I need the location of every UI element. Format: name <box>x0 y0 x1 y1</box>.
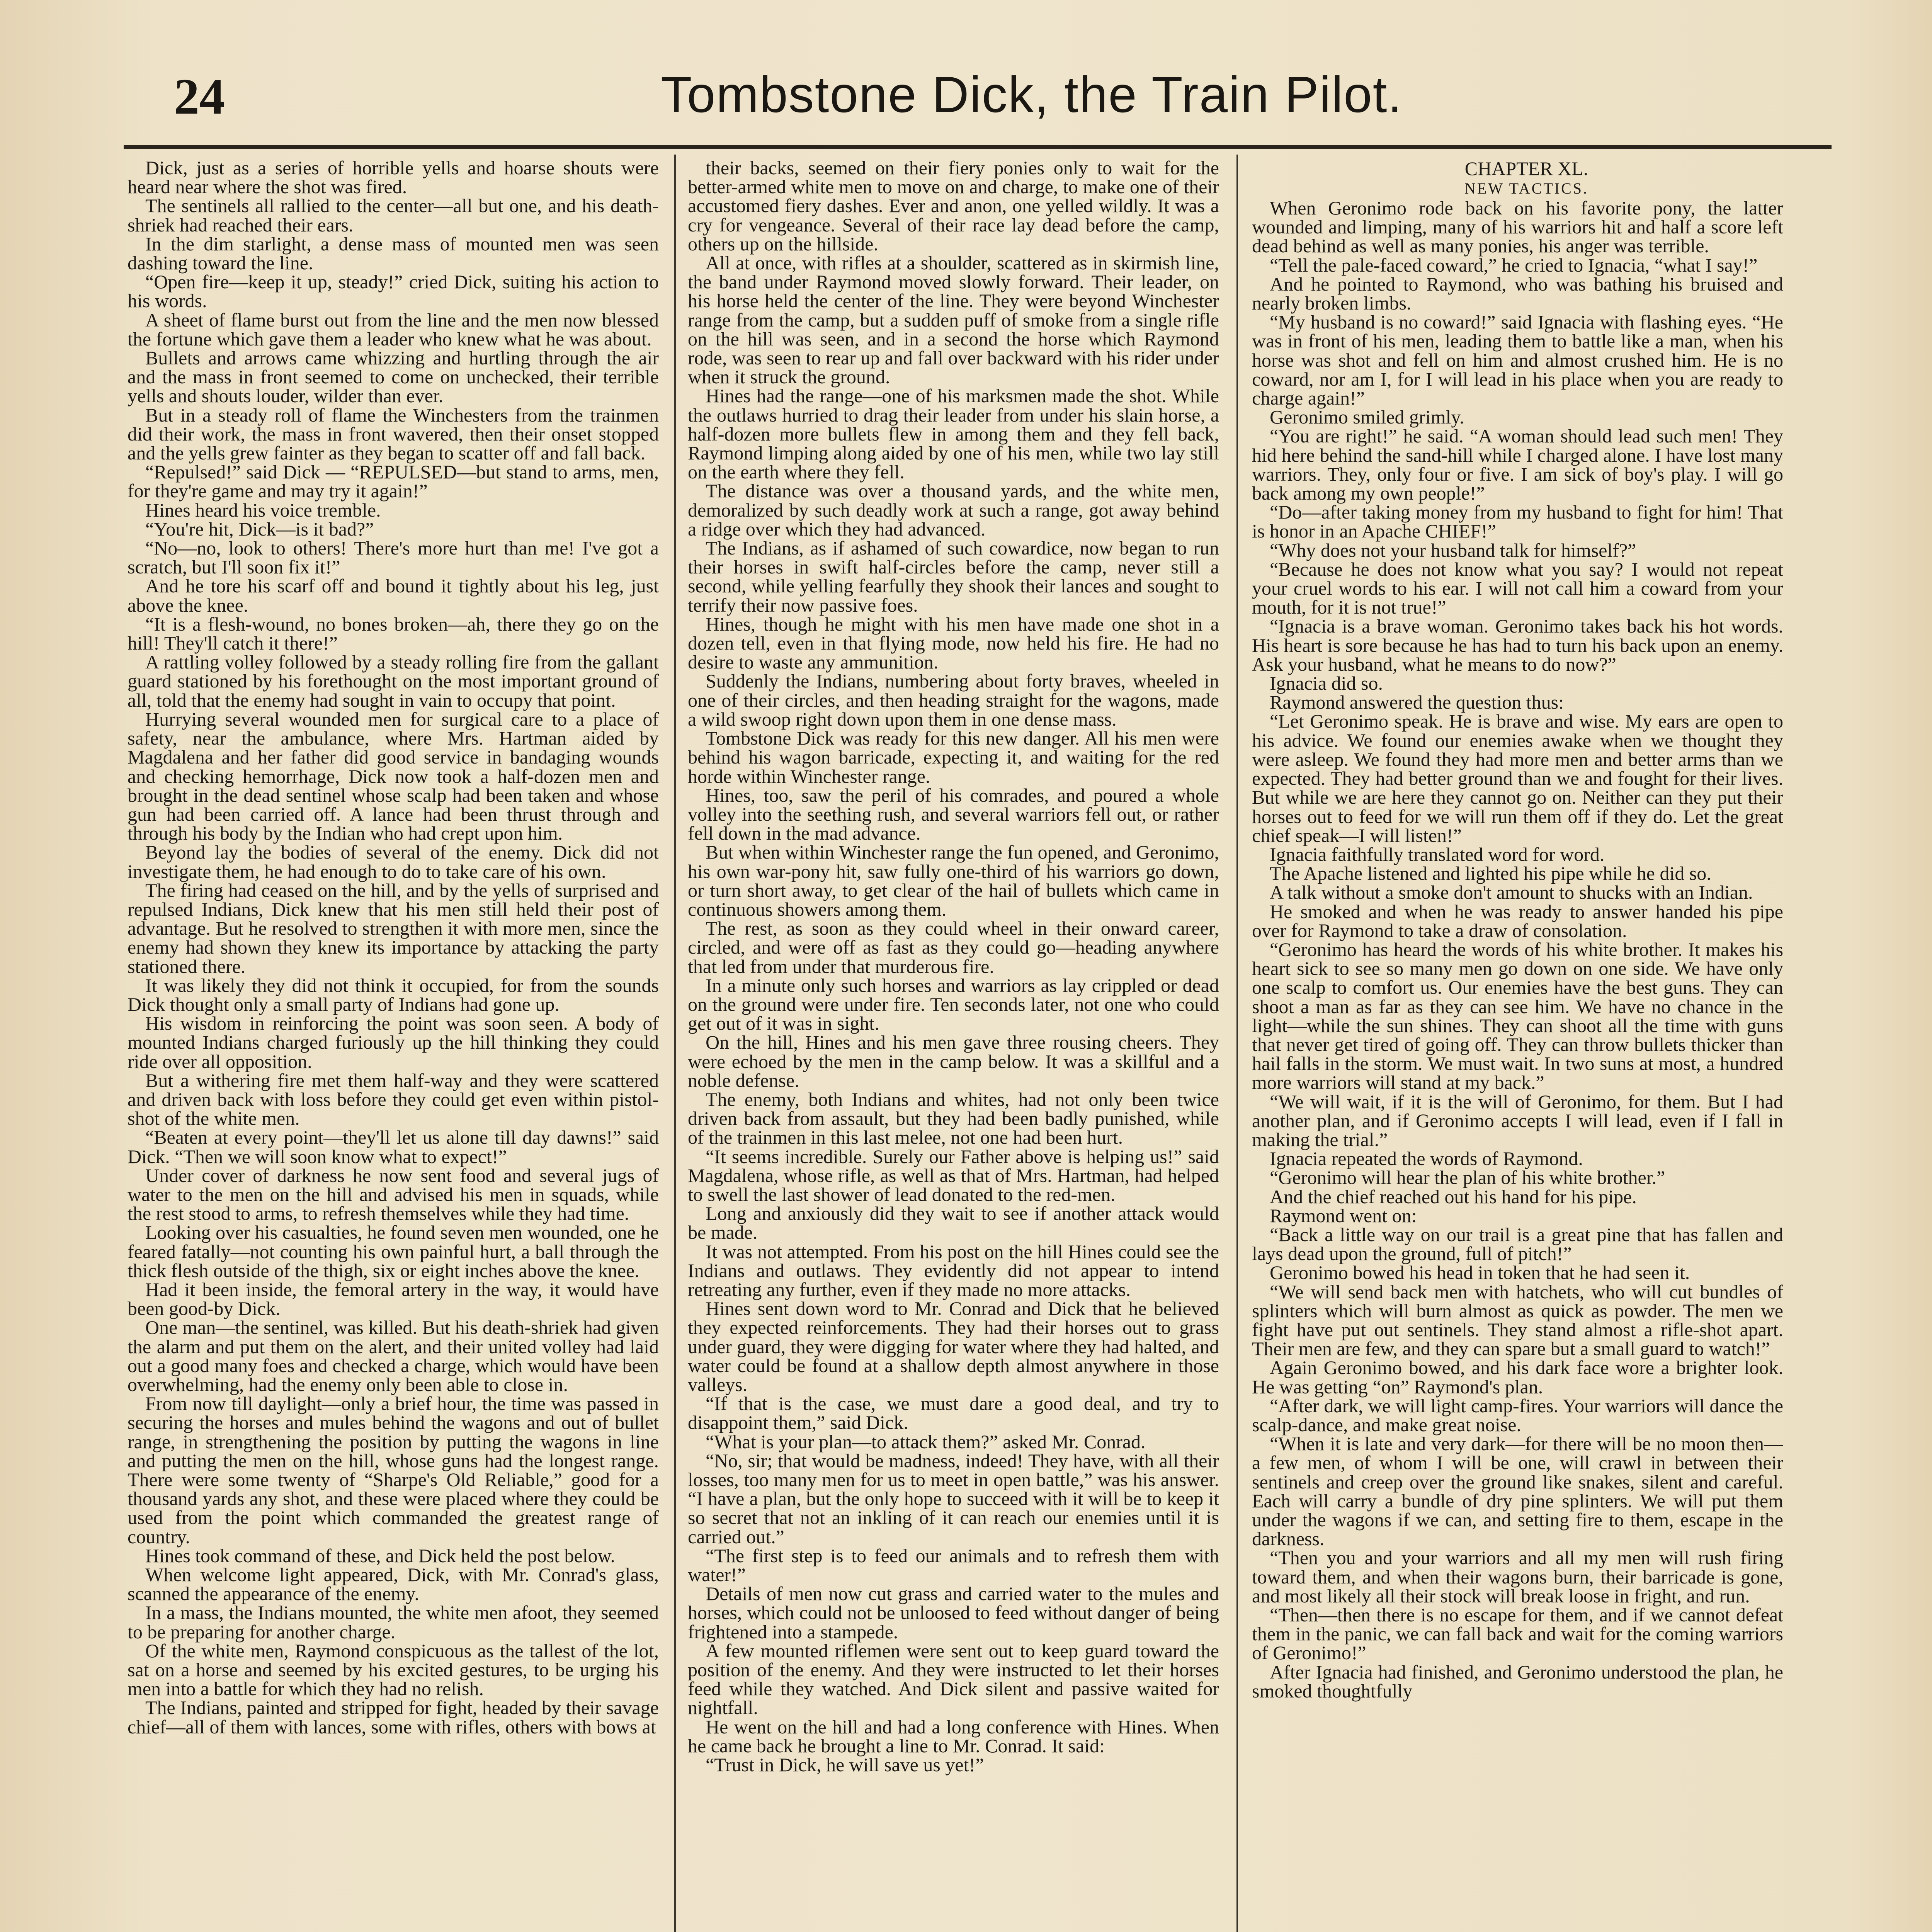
paragraph: In a minute only such horses and warriors as lay crippled or dead on the ground were under fire. Ten seconds later, not one who could get out of it was in sight. <box>688 974 1219 1034</box>
paragraph: A few mounted riflemen were sent out to keep guard toward the position of the enemy. And they were instructed to let their horses feed while they watched. And Dick silent and passive waited for nightfall. <box>688 1639 1219 1719</box>
paragraph: A talk without a smoke don't amount to shucks with an Indian. <box>1270 881 1753 903</box>
paragraph: Long and anxiously did they wait to see if another attack would be made. <box>688 1202 1219 1243</box>
paragraph: their backs, seemed on their fiery ponies only to wait for the better-armed white men to move on and charge, to make one of their accustomed fiery dashes. Ever and anon, one yelled wildly. It was a cry for vengeance. Several of their race lay dead before the camp, others up on the hillside. <box>688 158 1219 255</box>
paragraph: All at once, with rifles at a shoulder, scattered as in skirmish line, the band under Raymond moved slowly forward. Their leader, on his horse held the center of the line. They were beyond Winchester range from the camp, but a sudden puff of smoke from a single rifle on the hill was seen, and in a second the horse which Raymond rode, was seen to rear up and fall over backward with his rider under when it struck the ground. <box>688 252 1219 388</box>
paragraph: “No—no, look to others! There's more hurt than me! I've got a scratch, but I'll soon fix it!” <box>128 537 659 578</box>
paragraph: And he pointed to Raymond, who was bathing his bruised and nearly broken limbs. <box>1252 273 1783 314</box>
paragraph: “Because he does not know what you say? I would not repeat your cruel words to his ear. I will not call him a coward from your mouth, for it is not true!” <box>1252 558 1783 618</box>
column-divider <box>1236 155 1238 1932</box>
paragraph: But when within Winchester range the fun opened, and Geronimo, his own war-pony hit, saw fully one-third of his warriors go down, or turn short away, to get clear of the hail of bullets which came in continuous showers among them. <box>688 841 1219 920</box>
paragraph: “It seems incredible. Surely our Father above is helping us!” said Magdalena, whose rifle, as well as that of Mrs. Hartman, had helped to swell the last shower of lead donated to the red-men. <box>688 1145 1219 1205</box>
paragraph: “Why does not your husband talk for himself?” <box>1270 539 1636 561</box>
paragraph: “Trust in Dick, he will save us yet!” <box>706 1754 984 1776</box>
paragraph: Raymond went on: <box>1270 1204 1417 1226</box>
paragraph: “No, sir; that would be madness, indeed! They have, with all their losses, too many men for us to meet in open battle,” was his answer. “I have a plan, but the only hope to succeed with it will be to keep it so secret that not an inkling of it can reach our enemies until it is carried out.” <box>688 1449 1219 1548</box>
paragraph: Hines took command of these, and Dick held the post below. <box>145 1544 615 1566</box>
paragraph: In a mass, the Indians mounted, the white men afoot, they seemed to be preparing for another charge. <box>128 1602 659 1643</box>
paragraph: Of the white men, Raymond conspicuous as the tallest of the lot, sat on a horse and seemed by his excited gestures, to be urging his men into a battle for which they had no relish. <box>128 1639 659 1700</box>
paragraph: One man—the sentinel, was killed. But his death-shriek had given the alarm and put them on the alert, and their united volley had laid out a good many foes and checked a charge, which would have been overwhelming, had the enemy only been able to close in. <box>128 1316 659 1395</box>
paragraph: Hines, too, saw the peril of his comrades, and poured a whole volley into the seething rush, and several warriors fell out, or rather fell down in the mad advance. <box>688 784 1219 844</box>
paragraph: His wisdom in reinforcing the point was soon seen. A body of mounted Indians charged furiously up the hill thinking they could ride over all opposition. <box>128 1012 659 1072</box>
paragraph: When welcome light appeared, Dick, with Mr. Conrad's glass, scanned the appearance of the enemy. <box>128 1564 659 1605</box>
paragraph: And the chief reached out his hand for his pipe. <box>1270 1185 1637 1208</box>
paragraph: “Open fire—keep it up, steady!” cried Dick, suiting his action to his words. <box>128 271 659 312</box>
paragraph: The Indians, painted and stripped for fight, headed by their savage chief—all of them with lances, some with rifles, others with bows at <box>128 1697 659 1738</box>
paragraph: “The first step is to feed our animals and to refresh them with water!” <box>688 1544 1219 1586</box>
header-rule <box>124 145 1832 149</box>
paragraph: “Back a little way on our trail is a great pine that has fallen and lays dead upon the ground, full of pitch!” <box>1252 1223 1783 1265</box>
paragraph: “What is your plan—to attack them?” asked Mr. Conrad. <box>706 1430 1146 1452</box>
paragraph: “Then you and your warriors and all my men will rush firing toward them, and when their wagons burn, their barricade is gone, and most likely all their stock will break loose in fright, and run. <box>1252 1547 1783 1607</box>
paragraph: He smoked and when he was ready to answer handed his pipe over for Raymond to take a draw of consolation. <box>1252 900 1783 941</box>
paragraph: The distance was over a thousand yards, and the white men, demoralized by such deadly work at such a range, got away behind a ridge over which they had advanced. <box>688 480 1219 540</box>
paragraph: “You're hit, Dick—is it bad?” <box>145 518 374 540</box>
page-header <box>124 58 1832 139</box>
paragraph: Raymond answered the question thus: <box>1270 691 1564 713</box>
paragraph: Hines had the range—one of his marksmen made the shot. While the outlaws hurried to drag their leader from under his slain horse, a half-dozen more bullets flew in among them and they fell back, Raymond limping along aided by one of his men, while two lay still on the earth where they fell. <box>688 385 1219 483</box>
paragraph: Ignacia faithfully translated word for word. <box>1270 843 1605 865</box>
text-column-right <box>1252 158 1783 1932</box>
paragraph: Geronimo smiled grimly. <box>1270 406 1464 428</box>
chapter-subtitle: NEW TACTICS. <box>1464 180 1589 197</box>
paragraph: Hines sent down word to Mr. Conrad and Dick that he believed they expected reinforcements. They had their horses out to grass under guard, they were digging for water where they had halted, and water could be found at a shallow depth almost anywhere in those valleys. <box>688 1298 1219 1395</box>
text-column-left <box>128 158 659 1932</box>
page-number: 24 <box>174 68 225 125</box>
paragraph: The Indians, as if ashamed of such cowardice, now began to run their horses in swift half-circles before the camp, never still a second, while yelling fearfully they shook their lances and sought to terrify their now passive foes. <box>688 537 1219 616</box>
paragraph: Had it been inside, the femoral artery in the way, it would have been good-by Dick. <box>128 1278 659 1320</box>
paragraph: In the dim starlight, a dense mass of mounted men was seen dashing toward the line. <box>128 233 659 274</box>
paragraph: The sentinels all rallied to the center—all but one, and his death-shriek had reached their ears. <box>128 195 659 236</box>
paragraph: “Do—after taking money from my husband to fight for him! That is honor in an Apache CHIEF!” <box>1252 501 1783 542</box>
paragraph: Under cover of darkness he now sent food and several jugs of water to the men on the hill and advised his men in squads, while the rest stood to arms, to refresh themselves while they had time. <box>128 1164 659 1225</box>
paragraph: “Ignacia is a brave woman. Geronimo takes back his hot words. His heart is sore because he has had to turn his back upon an enemy. Ask your husband, what he means to do now?” <box>1252 615 1783 675</box>
paragraph: “Geronimo will hear the plan of his white brother.” <box>1270 1167 1665 1189</box>
text-column-middle <box>688 158 1219 1932</box>
paragraph: Dick, just as a series of horrible yells and hoarse shouts were heard near where the shot was fired. <box>128 158 659 198</box>
paragraph: He went on the hill and had a long conference with Hines. When he came back he brought a line to Mr. Conrad. It said: <box>688 1716 1219 1757</box>
paragraph: “Beaten at every point—they'll let us alone till day dawns!” said Dick. “Then we will soon know what to expect!” <box>128 1126 659 1167</box>
paragraph: The rest, as soon as they could wheel in their onward career, circled, and were off as fast as they could go—heading anywhere that led from under that murderous fire. <box>688 917 1219 977</box>
paragraph: On the hill, Hines and his men gave three rousing cheers. They were echoed by the men in the camp below. It was a skillful and a noble defense. <box>688 1031 1219 1091</box>
paragraph: “Geronimo has heard the words of his white brother. It makes his heart sick to see so many men go down on one side. We have only one scalp to comfort us. Our enemies have the best guns. They can shoot a man as far as they can see him. We have no chance in the light—while the sun shines. They can shoot all the time with guns that never get tired of going off. They can throw bullets thicker than hail falls in the storm. We must wait. In two suns at most, a hundred more warriors will stand at my back.” <box>1252 938 1783 1094</box>
paragraph: It was likely they did not think it occupied, for from the sounds Dick thought only a small party of Indians had gone up. <box>128 974 659 1015</box>
paragraph: Suddenly the Indians, numbering about forty braves, wheeled in one of their circles, and then heading straight for the wagons, made a wild swoop right down upon them in one dense mass. <box>688 670 1219 730</box>
paragraph: And he tore his scarf off and bound it tightly about his leg, just above the knee. <box>128 575 659 616</box>
paragraph: From now till daylight—only a brief hour, the time was passed in securing the horses and mules behind the wagons and out of bullet range, in strengthening the position by putting the wagons in line and putting the men on the hill, whose guns had the longest range. There were some twenty of “Sharpe's Old Reliable,” good for a thousand yards any shot, and these were placed where they could be used from the point which commanded the greatest range of country. <box>128 1393 659 1548</box>
paragraph: It was not attempted. From his post on the hill Hines could see the Indians and outlaws. They evidently did not appear to intend retreating any further, even if they made no more attacks. <box>688 1240 1219 1300</box>
paragraph: “Then—then there is no escape for them, and if we cannot defeat them in the panic, we can fall back and wait for the coming warriors of Geronimo!” <box>1252 1604 1783 1664</box>
paragraph: Hines, though he might with his men have made one shot in a dozen tell, even in that flying mode, now held his fire. He had no desire to waste any ammunition. <box>688 613 1219 673</box>
paragraph: “Repulsed!” said Dick — “REPULSED—but stand to arms, men, for they're game and may try it again!” <box>128 461 659 502</box>
paragraph: Ignacia did so. <box>1270 672 1383 694</box>
chapter-title: CHAPTER XL. <box>1464 158 1588 179</box>
paragraph: Beyond lay the bodies of several of the enemy. Dick did not investigate them, he had enough to do to take care of his own. <box>128 841 659 882</box>
paragraph: The enemy, both Indians and whites, had not only been twice driven back from assault, but they had been badly punished, while of the trainmen in this last melee, not one had been hurt. <box>688 1088 1219 1148</box>
paragraph: “It is a flesh-wound, no bones broken—ah, there they go on the hill! They'll catch it there!” <box>128 613 659 654</box>
paragraph: “My husband is no coward!” said Ignacia with flashing eyes. “He was in front of his men, leading them to battle like a man, when his horse was shot and fell on him and almost crushed him. He is no coward, nor am I, for I will lead in his place when you are ready to charge again!” <box>1252 311 1783 409</box>
paragraph: “We will send back men with hatchets, who will cut bundles of splinters which will burn almost as quick as powder. The men we fight have put out sentinels. They stand almost a rifle-shot apart. Their men are few, and they can spare but a small guard to watch!” <box>1252 1281 1783 1360</box>
paragraph: “When it is late and very dark—for there will be no moon then—a few men, of whom I will be one, will crawl in between their sentinels and creep over the ground like snakes, silent and careful. Each will carry a bundle of dry pine splinters. We will put them under the wagons if we can, and setting fire to them, escape in the darkness. <box>1252 1433 1783 1550</box>
paragraph: Bullets and arrows came whizzing and hurtling through the air and the mass in front seemed to come on unchecked, their terrible yells and shouts louder, wilder than ever. <box>128 347 659 407</box>
page-title: Tombstone Dick, the Train Pilot. <box>660 66 1403 123</box>
paragraph: Tombstone Dick was ready for this new danger. All his men were behind his wagon barricade, expecting it, and waiting for the red horde within Winchester range. <box>688 727 1219 787</box>
paragraph: A sheet of flame burst out from the line and the men now blessed the fortune which gave them a leader who knew what he was about. <box>128 309 659 350</box>
paragraph: “Tell the pale-faced coward,” he cried to Ignacia, “what I say!” <box>1270 254 1758 276</box>
paragraph: Hurrying several wounded men for surgical care to a place of safety, near the ambulance, where Mrs. Hartman aided by Magdalena and her father did good service in bandaging wounds and checking hemorrhage, Dick now took a half-dozen men and brought in the dead sentinel whose scalp had been taken and whose gun had been carried off. A lance had been thrust through and through his body by the Indian who had crept upon him. <box>128 708 659 844</box>
paragraph: “Let Geronimo speak. He is brave and wise. My ears are open to his advice. We found our enemies awake when we thought they were asleep. We found they had more men and better arms than we expected. They had better ground than we and fought for their lives. But while we are here they cannot go on. Neither can they put their horses out to feed for we will run them off if they do. Let the great chief speak—I will listen!” <box>1252 710 1783 846</box>
paragraph: A rattling volley followed by a steady rolling fire from the gallant guard stationed by his forethought on the most important ground of all, told that the enemy had sought in vain to occupy that point. <box>128 651 659 711</box>
paragraph: Again Geronimo bowed, and his dark face wore a brighter look. He was getting “on” Raymond's plan. <box>1252 1357 1783 1398</box>
paragraph: The firing had ceased on the hill, and by the yells of surprised and repulsed Indians, Dick knew that his men still held their post of advantage. But he resolved to strengthen it with more men, since the enemy had shown they knew its importance by attacking the party stationed there. <box>128 879 659 977</box>
paragraph: “You are right!” he said. “A woman should lead such men! They hid here behind the sand-hill while I charged alone. I have lost many warriors. They, only four or five. I am sick of boy's play. I will go back among my own people!” <box>1252 425 1783 504</box>
paragraph: When Geronimo rode back on his favorite pony, the latter wounded and limping, many of his warriors hit and half a score left dead behind as well as many ponies, his anger was terrible. <box>1252 197 1783 257</box>
paragraph: But a withering fire met them half-way and they were scattered and driven back with loss before they could get even within pistol-shot of the white men. <box>128 1069 659 1129</box>
paragraph: The Apache listened and lighted his pipe while he did so. <box>1270 862 1711 884</box>
paragraph: Ignacia repeated the words of Raymond. <box>1270 1148 1583 1170</box>
paragraph: “After dark, we will light camp-fires. Your warriors will dance the scalp-dance, and make great noise. <box>1252 1395 1783 1435</box>
paragraph: After Ignacia had finished, and Geronimo understood the plan, he smoked thoughtfully <box>1252 1661 1783 1702</box>
paragraph: But in a steady roll of flame the Winchesters from the trainmen did their work, the mass in front wavered, then their onset stopped and the yells grew fainter as they began to scatter off and fall back. <box>128 404 659 464</box>
paragraph: “We will wait, if it is the will of Geronimo, for them. But I had another plan, and if Geronimo accepts I will lead, even if I fall in making the trial.” <box>1252 1090 1783 1150</box>
paragraph: “If that is the case, we must dare a good deal, and try to disappoint them,” said Dick. <box>688 1393 1219 1434</box>
paragraph: Geronimo bowed his head in token that he had seen it. <box>1270 1262 1690 1284</box>
column-divider <box>674 155 676 1932</box>
paragraph: Details of men now cut grass and carried water to the mules and horses, which could not be unloosed to feed without danger of being frightened into a stampede. <box>688 1583 1219 1643</box>
paragraph: Looking over his casualties, he found seven men wounded, one he feared fatally—not counting his own painful hurt, a ball through the thick flesh outside of the thigh, six or eight inches above the knee. <box>128 1221 659 1281</box>
paragraph: Hines heard his voice tremble. <box>145 499 381 521</box>
